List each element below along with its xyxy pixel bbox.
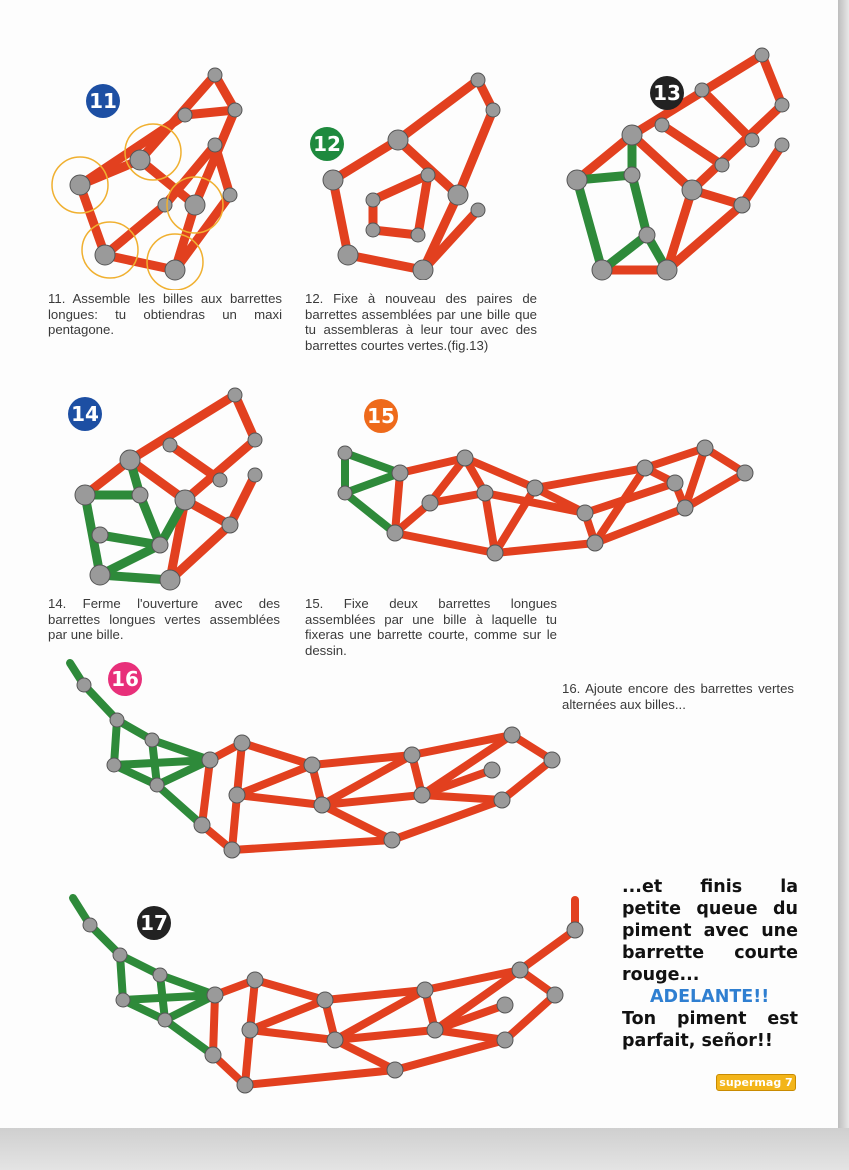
step-16-badge: 16 (108, 662, 142, 696)
supermag-logo (716, 1074, 796, 1091)
model-step-11 (45, 55, 255, 290)
step-17-badge: 17 (137, 906, 171, 940)
step-11-badge: 11 (86, 84, 120, 118)
step-12-caption: 12. Fixe à nouveau des paires de barrettes assemblées par une bille que tu assembleras à leur tour avec des barrettes courtes vertes.(fig.13) (305, 291, 537, 353)
step-11-caption: 11. Assemble les billes aux barrettes longues: tu obtiendras un maxi pentagone. (48, 291, 282, 337)
final-highlight: ADELANTE!! (650, 987, 770, 1007)
step-16-caption: 16. Ajoute encore des barrettes vertes alternées aux billes... (562, 681, 794, 712)
step-15-caption: 15. Fixe deux barrettes longues assemblées par une bille à laquelle tu fixeras une barrette courte, comme sur le dessin. (305, 596, 557, 658)
step-13-badge: 13 (650, 76, 684, 110)
page-number: 7 (785, 1076, 793, 1089)
final-line-1: ...et finis la petite queue du piment avec une barrette courte rouge... (622, 877, 798, 985)
step-14-badge: 14 (68, 397, 102, 431)
model-step-15 (335, 438, 755, 573)
final-line-2: Ton piment est parfait, señor!! (622, 1009, 798, 1051)
scan-bottom-margin (0, 1128, 849, 1170)
step-14-caption: 14. Ferme l'ouverture avec des barrettes longues vertes assemblées par une bille. (48, 596, 280, 642)
step-15-badge: 15 (364, 399, 398, 433)
page-edge-shadow (838, 0, 849, 1170)
final-message (622, 876, 798, 1052)
step-12-badge: 12 (310, 127, 344, 161)
model-step-12 (318, 70, 508, 280)
logo-text: supermag (719, 1076, 782, 1089)
